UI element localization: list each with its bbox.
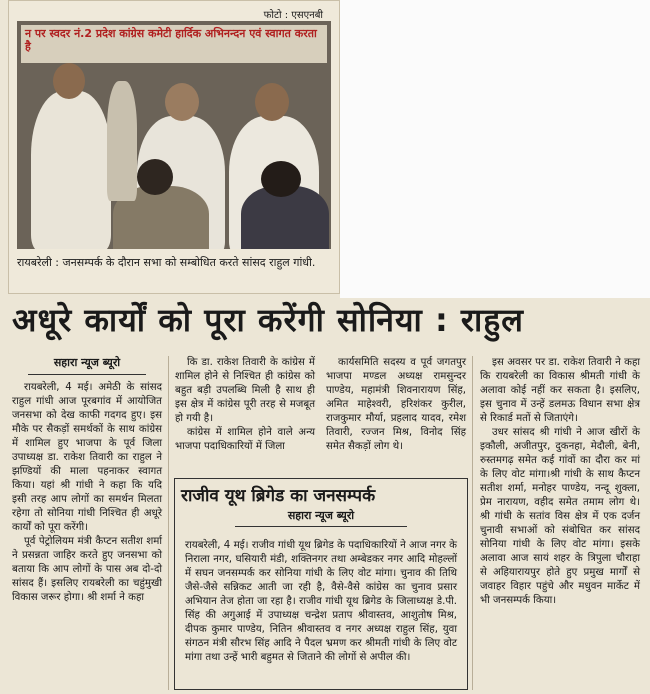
boxed-story-title: राजीव यूथ ब्रिगेड का जनसम्पर्क: [181, 486, 376, 506]
person-head: [261, 161, 301, 197]
paragraph: कार्यसमिति सदस्य व पूर्व जगतपुर भाजपा मण्डल अध्यक्ष रामसुन्दर पाण्डेय, महामंत्री शिवनारायण सिंह, अमित माहेश्वरी, हरिशंकर कुरील, राजकुमार मौर्या, प्रहलाद यादव, रमेश तिवारी, रज्जन मिश्र, विनोद सिंह समेत सैकड़ों लोग थे।: [326, 357, 466, 452]
boxed-story-body: रायबरेली, 4 मई। राजीव गांधी यूथ ब्रिगेड के पदाधिकारियों ने आज नगर के निराला नगर, घसियारी मंडी, शक्तिनगर तथा अम्बेडकर नगर आदि मोहल्लों में सघन जनसम्पर्क कर सोनिया गांधी के लिए वोट मांगा। चुनाव की तिथि जैसे-जैसे सन्निकट आती जा रही है, वैसे-वैसे कांग्रेस का चुनाव प्रसार अभियान तेज होता जा रहा है। राजीव गांधी यूथ ब्रिगेड के जिलाध्यक्ष डे.पी. सिंह की अगुआई में उपाध्यक्ष चन्द्रेश प्रताप श्रीवास्तव, आशुतोष मिश्र, दीपक कुमार पाण्डेय, नितिन श्रीवास्तव व नगर अध्यक्ष राहुल सिंह, युवा संगठन मंत्री सौरभ सिंह आदि ने पैदल भ्रमण कर श्रीमती गांधी के लिए वोट मांगा तथा उन्हें भारी बहुमत से जिताने की लोगों से अपील की।: [185, 540, 457, 663]
paragraph: पूर्व पेट्रोलियम मंत्री कैप्टन सतीश शर्मा ने प्रसन्नता जाहिर करते हुए जनसभा को बताया कि आप लोगों के पास अब दो-दो सांसद हैं। इसलिए रायबरेली का चहुंमुखी विकास जरूर होगा। श्री शर्मा ने कहा: [12, 536, 162, 603]
person-head: [137, 159, 173, 195]
paragraph: उधर सांसद श्री गांधी ने आज खीरों के इकौली, अजीतपुर, दुकनहा, मेदौली, बेनी, रुस्तमगढ़ समेत कई गांवों का दौरा कर मां के लिए वोट मांगा।श्री गांधी के साथ कैप्टन सतीश शर्मा, मनोहर पाण्डेय, नन्दू शुक्ला, प्रेम नारायण, वहीद समेत तमाम लोग थे। श्री गांधी के सतांव विस क्षेत्र में एक दर्जन चुनावी सभाओं को संबोधित कर सांसद सोनिया गांधी के लिए वोट मांगा। इसके अलावा आज सायं शहर के त्रिपुला चौराहा से अहियारायपुर होते हुए प्रमुख मार्गों से जवाहर विहार पहुंचे और मधुवन मार्केट में भी जनसम्पर्क किया।: [480, 427, 640, 606]
person-head: [165, 83, 199, 121]
byline-rule: [235, 526, 407, 527]
boxed-story: [174, 478, 468, 690]
byline-rule: [28, 374, 146, 375]
person-figure: [107, 81, 137, 201]
photo-credit: फोटो : एसएनबी: [263, 10, 323, 21]
photo-section: [8, 0, 340, 294]
blank-area: [340, 0, 650, 298]
paragraph: कि डा. राकेश तिवारी के कांग्रेस में शामिल होने से निश्चित ही कांग्रेस को बहुत बड़ी उपलब्धि मिली है साथ ही इस क्षेत्र में कांग्रेस पूरी तरह से मजबूत हो गयी है।: [175, 357, 315, 424]
boxed-story-byline: सहारा न्यूज ब्यूरो: [287, 509, 355, 522]
photo-caption: रायबरेली : जनसम्पर्क के दौरान सभा को सम्बोधित करते सांसद राहुल गांधी.: [17, 256, 316, 269]
paragraph: इस अवसर पर डा. राकेश तिवारी ने कहा कि रायबरेली का विकास श्रीमती गांधी के अलावा कोई नहीं कर सकता है। इसलिए, इस चुनाव में उन्हें डलमऊ विधान सभा क्षेत्र से रिकार्ड मतों से जिताएंगे।: [480, 357, 640, 424]
byline: सहारा न्यूज ब्यूरो: [53, 356, 121, 369]
news-photo: [17, 21, 331, 249]
photo-banner: न पर स्वदर नं.2 प्रदेश कांग्रेस कमेटी हार्दिक अभिनन्दन एवं स्वागत करता है: [21, 25, 327, 63]
column-1: [12, 356, 162, 605]
person-figure: [31, 91, 111, 249]
headline: अधूरे कार्यों को पूरा करेंगी सोनिया : राहुल: [12, 301, 524, 339]
paragraph: कांग्रेस में शामिल होने वाले अन्य भाजपा पदाधिकारियों में जिला: [175, 427, 315, 452]
column-divider: [472, 356, 473, 690]
column-4: [480, 356, 640, 608]
person-head: [53, 63, 85, 99]
paragraph: रायबरेली, 4 मई। अमेठी के सांसद राहुल गांधी आज पूरबगांव में आयोजित जनसभा को देख काफी गदगद हुए। इस मौके पर सैकड़ों समर्थकों के साथ कांग्रेस में शामिल हुए भाजपा के पूर्व जिला उपाध्यक्ष डा. राकेश तिवारी का राहुल ने झण्डियों की माला पहनाकर स्वागत किया। यहां श्री गांधी ने कहा कि यदि इसी तरह आप लोगों का समर्थन मिलता रहेगा तो सोनिया गांधी निश्चित ही अधूरे कार्यों को पूरा करेंगी।: [12, 382, 162, 533]
column-divider: [168, 356, 169, 690]
column-3: [326, 356, 466, 454]
column-2: [175, 356, 315, 454]
person-head: [255, 83, 289, 121]
